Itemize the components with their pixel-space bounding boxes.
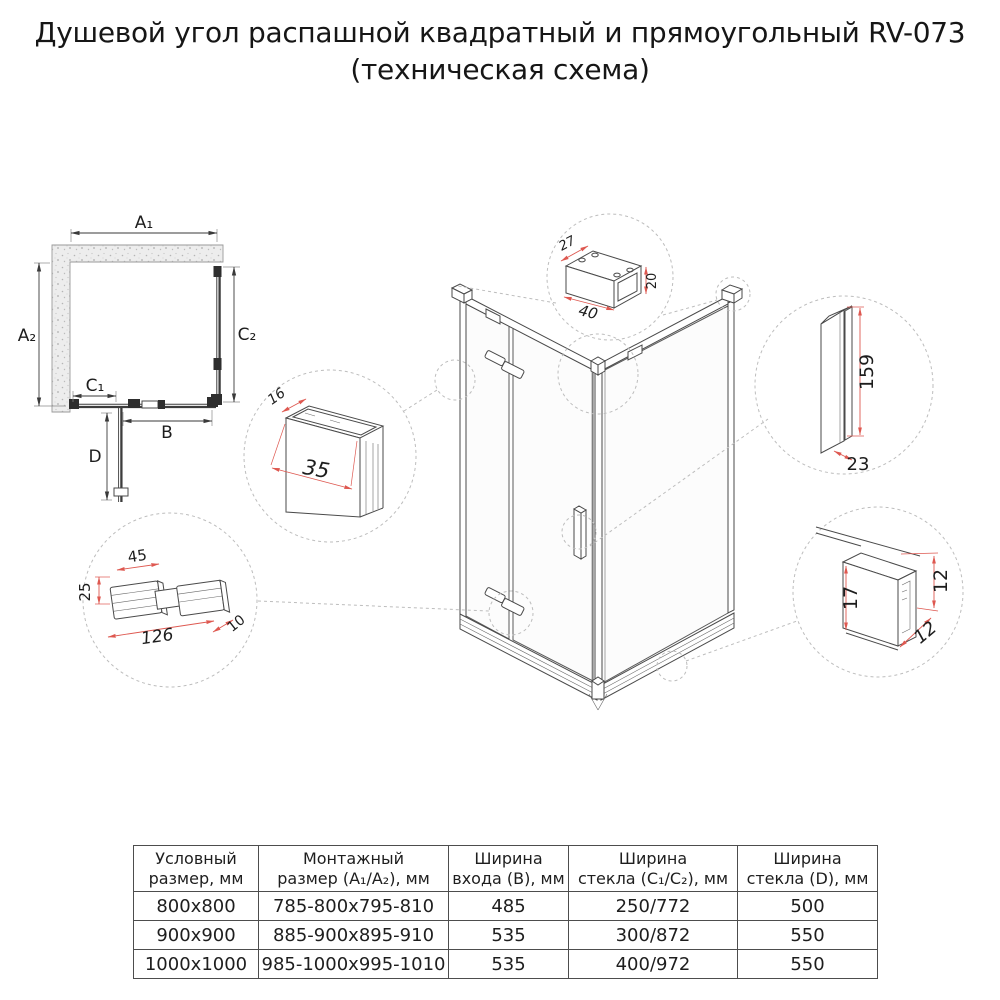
- iso-corner-base: [589, 677, 607, 710]
- dim-hinge-plate-width: 45: [126, 545, 149, 567]
- cell-glass-width-d: 550: [738, 921, 878, 950]
- iso-left-wall-profile: [460, 299, 466, 619]
- table-row: [134, 892, 878, 921]
- dim-label-a2: A₂: [17, 326, 37, 346]
- dim-label-a1: A₁: [134, 213, 154, 233]
- cell-glass-width-c: 300/872: [569, 921, 738, 950]
- dim-handle-height: 159: [856, 353, 878, 391]
- dim-bottomprofile-outer: 12: [930, 568, 952, 594]
- detail-hinge: [76, 513, 257, 687]
- iso-right-wall-profile: [728, 300, 734, 613]
- table-header-row: [134, 846, 878, 892]
- col-header-mounting-size: Монтажный размер (A₁/A₂), мм: [259, 846, 449, 892]
- cell-mounting-size: 885-900x895-910: [259, 921, 449, 950]
- dim-label-c1: C₁: [85, 376, 105, 396]
- page-title-line1: Душевой угол распашной квадратный и прямоугольный RV-073: [34, 16, 966, 49]
- cell-nominal-size: 900x900: [134, 921, 259, 950]
- table-row: [134, 950, 878, 979]
- col-header-glass-width-d: Ширина стекла (D), мм: [738, 846, 878, 892]
- cell-entry-width: 535: [449, 950, 569, 979]
- cell-glass-width-d: 500: [738, 892, 878, 921]
- dim-hinge-length: 126: [139, 624, 175, 650]
- dim-hinge-height: 25: [76, 582, 94, 602]
- dim-label-d: D: [88, 447, 102, 467]
- table-row: [134, 921, 878, 950]
- iso-door: [513, 328, 593, 681]
- cell-glass-width-c: 250/772: [569, 892, 738, 921]
- detail-handle-profile: [755, 296, 933, 475]
- plan-walls: [52, 245, 223, 412]
- detail-corner-bracket: [547, 214, 673, 340]
- plan-view: [18, 213, 257, 502]
- cell-entry-width: 535: [449, 921, 569, 950]
- plan-door-handle: [114, 488, 128, 496]
- dim-label-b: B: [161, 423, 173, 443]
- dim-label-c2: C₂: [237, 325, 257, 345]
- detail-wall-profile: [244, 370, 416, 542]
- dim-hinge-thickness: 10: [224, 612, 249, 636]
- page-title-line2: (техническая схема): [350, 53, 650, 86]
- dim-bracket-height: 20: [645, 272, 660, 290]
- col-header-entry-width: Ширина входа (B), мм: [449, 846, 569, 892]
- col-header-nominal-size: Условный размер, мм: [134, 846, 259, 892]
- iso-door-handle: [574, 506, 586, 559]
- cell-entry-width: 485: [449, 892, 569, 921]
- dim-bottomprofile-inner: 17: [840, 585, 862, 611]
- cell-mounting-size: 785-800x795-810: [259, 892, 449, 921]
- size-table: [133, 845, 878, 979]
- iso-left-bracket: [452, 284, 472, 303]
- cell-glass-width-d: 550: [738, 950, 878, 979]
- cell-nominal-size: 1000x1000: [134, 950, 259, 979]
- cell-glass-width-c: 400/972: [569, 950, 738, 979]
- dim-bracket-length: 40: [576, 301, 600, 324]
- detail-bottom-profile: [793, 507, 963, 677]
- dim-bracket-depth: 27: [556, 233, 579, 255]
- dim-wallprofile-depth: 16: [264, 385, 289, 409]
- cell-mounting-size: 985-1000x995-1010: [259, 950, 449, 979]
- dim-bottomprofile-depth: 12: [909, 617, 941, 649]
- iso-corner-cap: [591, 357, 605, 375]
- col-header-glass-width-c: Ширина стекла (C₁/C₂), мм: [569, 846, 738, 892]
- iso-right-bracket: [722, 285, 742, 303]
- dim-handle-depth: 23: [846, 454, 870, 475]
- cell-nominal-size: 800x800: [134, 892, 259, 921]
- dim-wallprofile-width: 35: [300, 454, 332, 484]
